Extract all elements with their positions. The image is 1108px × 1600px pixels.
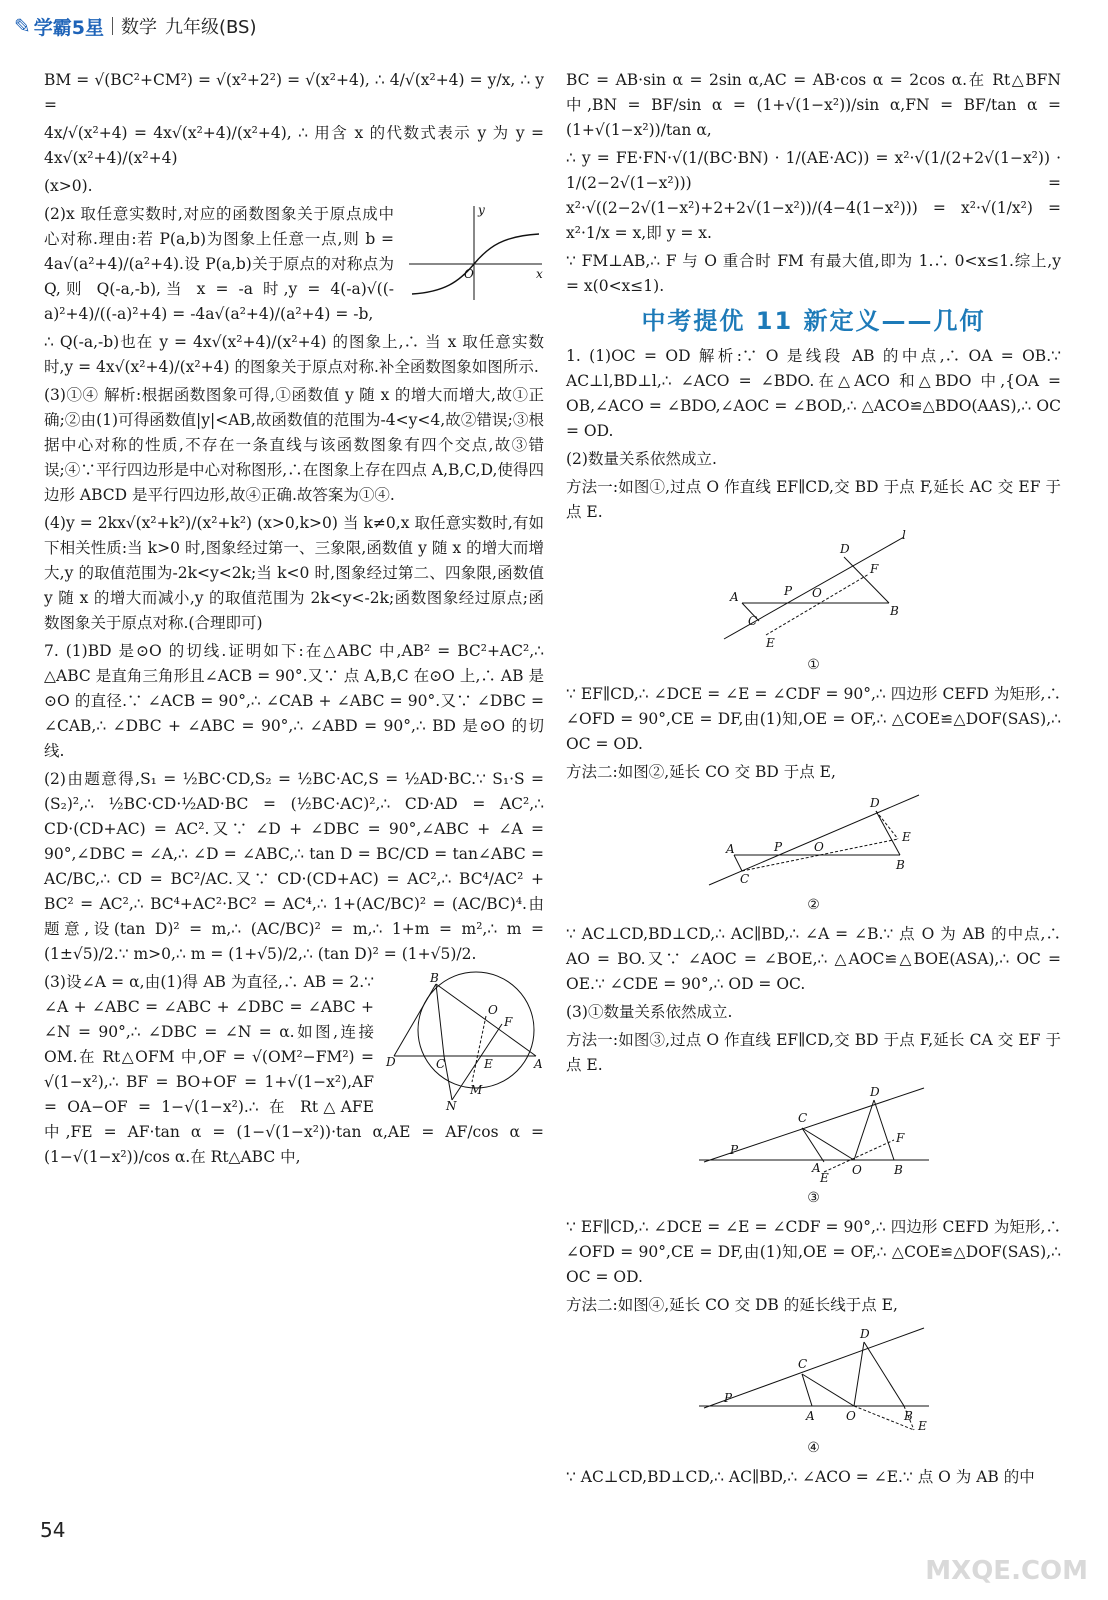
paragraph: 1. (1)OC = OD 解析:∵ O 是线段 AB 的中点,∴ OA = OB.∵ AC⊥l,BD⊥l,∴ ∠ACO = ∠BDO.在△ACO 和△BDO 中,{OA = OB,∠ACO = ∠BDO,∠AOC = ∠BOD,∴ △ACO≌△BDO(AAS),∴ OC = OD. [566, 347, 1061, 440]
point-label-o: O [813, 840, 824, 854]
point-label-c: C [797, 1357, 807, 1371]
segment-co [802, 1128, 854, 1160]
segment-ca [802, 1128, 824, 1162]
line-ba [436, 984, 536, 1056]
paragraph: BC = AB·sin α = 2sin α,AC = AB·cos α = 2cos α.在 Rt△BFN 中,BN = BF/sin α = (1+√(1−x²))/sin α,FN = BF/tan α = (1+√(1−x²))/tan α, [566, 71, 1061, 139]
brand-flag-icon: ✎ [14, 14, 31, 38]
line-l [704, 1328, 924, 1408]
point-label-c: C [747, 614, 757, 628]
paragraph: 方法一:如图①,过点 O 作直线 EF∥CD,交 BD 于点 F,延长 AC 交 EF 于点 E. [566, 478, 1061, 521]
paragraph: 7. (1)BD 是⊙O 的切线.证明如下:在△ABC 中,AB² = BC²+AC²,∴ △ABC 是直角三角形且∠ACB = 90°.又∵ 点 A,B,C 在⊙O 上,∴ AB 是⊙O 的直径.∵ ∠ACB = 90°,∴ ∠CAB + ∠ABC = 90°.又∵ ∠DBC = ∠CAB,∴ ∠DBC + ∠ABC = 90°,∴ ∠ABD = 90°,∴ BD 是⊙O 的切线. [44, 642, 544, 760]
segment-de [876, 811, 898, 839]
point-label-e: E [484, 1057, 493, 1071]
segment-bd [876, 811, 900, 855]
point-label-a: A [725, 842, 735, 856]
point-label-a: A [805, 1409, 815, 1423]
paragraph: (3)①④ 解析:根据函数图象可得,①函数值 y 随 x 的增大而增大,故①正确;②由(1)可得函数值|y|<AB,故函数值的范围为-4<y<4,故②错误;③根据中心对称的性质,不存在一条直线与该函数图象有四个交点,故③错误;④∵平行四边形是中心对称图形,∴在图象上存在四点 A,B,C,D,使得四边形 ABCD 是平行四边形,故④正确.故答案为①④. [44, 386, 544, 504]
point-label-e: E [901, 830, 911, 844]
paragraph: (4)y = 2kx√(x²+k²)/(x²+k²) (x>0,k>0) 当 k≠0,x 取任意实数时,有如下相关性质:当 k>0 时,图象经过第一、三象限,函数值 y 随 x 的增大而增大,y 的取值范围为-2k<y<2k;当 k<0 时,图象经过第二、四象限,函数值 y 随 x 的增大而减小,y 的取值范围为 2k<y<-2k;函数图象经过原点;函数图象关于原点对称.(合理即可) [44, 514, 544, 632]
figure-caption: ② [807, 897, 820, 913]
header-grade: 九年级(BS) [165, 17, 257, 38]
axis-label-y: y [478, 203, 485, 217]
brand-name: 学霸5星 [33, 16, 104, 39]
left-column [44, 68, 544, 1173]
paragraph: 方法一:如图③,过点 O 作直线 EF∥CD,交 BD 于点 F,延长 CA 交 EF 于点 E. [566, 1031, 1061, 1074]
point-label-d: D [839, 542, 850, 556]
header-divider [112, 17, 113, 35]
paragraph: ∵ AC⊥CD,BD⊥CD,∴ AC∥BD,∴ ∠A = ∠B.∵ 点 O 为 AB 的中点,∴ AO = BO.又∵ ∠AOC = ∠BOE,∴ △AOC≌△BOE(ASA),∴ OC = OE.∵ ∠CDE = 90°,∴ OD = OC. [566, 925, 1061, 993]
geometry-figure-1 [714, 529, 914, 649]
point-label-o: O [488, 1003, 498, 1017]
geometry-figure-2 [704, 789, 924, 889]
point-label-a: A [729, 590, 739, 604]
segment-ef [766, 574, 869, 635]
paragraph: ∵ AC⊥CD,BD⊥CD,∴ AC∥BD,∴ ∠ACO = ∠E.∵ 点 O 为 AB 的中 [566, 1468, 1035, 1486]
paragraph: ∵ EF∥CD,∴ ∠DCE = ∠E = ∠CDF = 90°,∴ 四边形 CEFD 为矩形,∴ ∠OFD = 90°,CE = DF,由(1)知,OE = OF,∴ △COE≌△DOF(SAS),∴ OC = OD. [566, 1218, 1061, 1286]
brand-logo [14, 13, 104, 40]
point-label-f: F [869, 562, 878, 576]
point-label-p: P [773, 840, 782, 854]
function-graph-figure [404, 202, 544, 302]
geometry-figure-4 [694, 1322, 934, 1432]
paragraph: ∵ EF∥CD,∴ ∠DCE = ∠E = ∠CDF = 90°,∴ 四边形 CEFD 为矩形,∴ ∠OFD = 90°,CE = DF,由(1)知,OE = OF,∴ △COE≌△DOF(SAS),∴ OC = OD. [566, 685, 1061, 753]
point-label-d: D [869, 796, 880, 810]
right-column [566, 68, 1061, 1493]
point-label-p: P [723, 1391, 732, 1405]
paragraph: (2)由题意得,S₁ = ½BC·CD,S₂ = ½BC·AC,S = ½AD·BC.∵ S₁·S = (S₂)²,∴ ½BC·CD·½AD·BC = (½BC·AC)²,∴ CD·AD = AC²,∴ CD·(CD+AC) = AC².又∵ ∠D + ∠DBC = 90°,∠ABC + ∠A = 90°,∠DBC = ∠A,∴ ∠D = ∠ABC,∴ tan D = BC/CD = tan∠ABC = AC/BC,∴ CD = BC²/AC.又∵ CD·(CD+AC) = AC²,∴ BC⁴/AC² + BC² = AC²,∴ BC⁴+AC²·BC² = AC⁴,∴ 1+(AC/BC)² = (AC/BC)⁴.由题意,设(tan D)² = m,∴ (AC/BC)² = m,∴ 1+m = m²,∴ m = (1±√5)/2.∵ m>0,∴ m = (1+√5)/2,∴ (tan D)² = (1+√5)/2. [44, 770, 544, 963]
point-label-f: F [895, 1131, 904, 1145]
axis-label-x: x [536, 267, 543, 281]
line-om [472, 1016, 486, 1082]
line-label-l: l [901, 529, 906, 542]
origin-label: O [464, 267, 474, 281]
paragraph: (3)设∠A = α,由(1)得 AB 为直径,∴ AB = 2.∵ ∠A + ∠ABC = ∠ABC + ∠DBC = ∠ABC + ∠N = 90°,∴ ∠DBC = ∠N = α.如图,连接 OM.在 Rt△OFM 中,OF = √(OM²−FM²) = √(1−x²),∴ BF = BO+OF = 1+√(1−x²),AF = OA−OF = 1−√(1−x²).∴ 在 Rt△AFE 中,FE = AF·tan α = (1−√(1−x²))·tan α,AE = AF/cos α = (1−√(1−x²))/cos α.在 Rt△ABC 中, [44, 973, 544, 1166]
section-title: 中考提优 11 新定义——几何 [641, 307, 986, 335]
paragraph: (3)①数量关系依然成立. [566, 1003, 733, 1021]
point-label-p: P [783, 584, 792, 598]
paragraph: BM = √(BC²+CM²) = √(x²+2²) = √(x²+4), ∴ 4/√(x²+4) = y/x, ∴ y = [44, 71, 544, 114]
point-label-e: E [917, 1419, 927, 1432]
point-label-n: N [446, 1099, 457, 1110]
point-label-a: A [534, 1057, 543, 1071]
line-cn [444, 1056, 452, 1100]
point-label-c: C [436, 1057, 446, 1071]
point-label-b: B [430, 971, 439, 985]
line-bd [394, 984, 436, 1056]
paragraph: ∵ FM⊥AB,∴ F 与 O 重合时 FM 有最大值,即为 1.∴ 0<x≤1.综上,y = x(0<x≤1). [566, 252, 1061, 295]
watermark: MXQE.COM [925, 1556, 1088, 1586]
point-label-o: O [845, 1409, 856, 1423]
point-label-c: C [797, 1111, 807, 1125]
paragraph: 方法二:如图②,延长 CO 交 BD 于点 E, [566, 763, 836, 781]
segment-co [802, 1374, 854, 1406]
figure-caption: ④ [807, 1440, 820, 1456]
page-number: 54 [40, 1518, 66, 1542]
point-label-o: O [851, 1163, 862, 1177]
point-label-f: F [504, 1015, 513, 1029]
point-label-d: D [386, 1055, 396, 1069]
point-label-m: M [470, 1083, 483, 1097]
header-subject: 数学 [121, 17, 157, 38]
paragraph: ∴ Q(-a,-b)也在 y = 4x√(x²+4)/(x²+4) 的图象上,∴ 当 x 取任意实数时,y = 4x√(x²+4)/(x²+4) 的图象关于原点对称.补全函数图象如图所示. [44, 333, 544, 376]
point-label-b: B [889, 604, 899, 618]
point-label-p: P [729, 1143, 738, 1157]
segment-bd [844, 557, 889, 603]
figure-caption: ① [807, 657, 820, 673]
figure-caption: ③ [807, 1190, 820, 1206]
paragraph: 4x/√(x²+4) = 4x√(x²+4)/(x²+4), ∴ 用含 x 的代数式表示 y 为 y = 4x√(x²+4)/(x²+4) [44, 124, 544, 167]
point-label-e: E [765, 636, 775, 649]
paragraph: (2)数量关系依然成立. [566, 450, 717, 468]
segment-db [874, 1100, 894, 1160]
point-label-b: B [903, 1409, 913, 1423]
segment-ac [734, 855, 742, 871]
point-label-a: A [811, 1161, 821, 1175]
paragraph: 方法二:如图④,延长 CO 交 DB 的延长线于点 E, [566, 1296, 898, 1314]
geometry-figure-3 [694, 1082, 934, 1182]
point-label-c: C [739, 872, 749, 886]
line-bc [436, 984, 444, 1056]
point-label-d: D [859, 1327, 870, 1341]
point-label-b: B [895, 858, 905, 872]
circle-geometry-figure [384, 970, 544, 1110]
page-header [14, 6, 257, 46]
segment-db [864, 1342, 904, 1406]
paragraph: (2)x 取任意实数时,对应的函数图象关于原点成中心对称.理由:若 P(a,b)为图象上任意一点,则 b = 4a√(a²+4)/(a²+4).设 P(a,b)关于原点的对称点为 Q,则 Q(-a,-b),当 x = -a 时,y = 4(-a)√((-a)²+4)/((-a)²+4) = -4a√(a²+4)/(a²+4) = -b, [44, 205, 394, 323]
paragraph: ∴ y = FE·FN·√(1/(BC·BN) · 1/(AE·AC)) = x²·√(1/(2+2√(1−x²)) · 1/(2−2√(1−x²))) = x²·√((2−2√(1−x²)+2+2√(1−x²))/(4−4(1−x²))) = x²·√(1/x²) = x²·1/x = x,即 y = x. [566, 149, 1061, 242]
paragraph: (x>0). [44, 177, 93, 195]
point-label-e: E [819, 1171, 829, 1182]
point-label-d: D [869, 1085, 880, 1099]
point-label-b: B [893, 1163, 903, 1177]
point-label-o: O [811, 586, 822, 600]
